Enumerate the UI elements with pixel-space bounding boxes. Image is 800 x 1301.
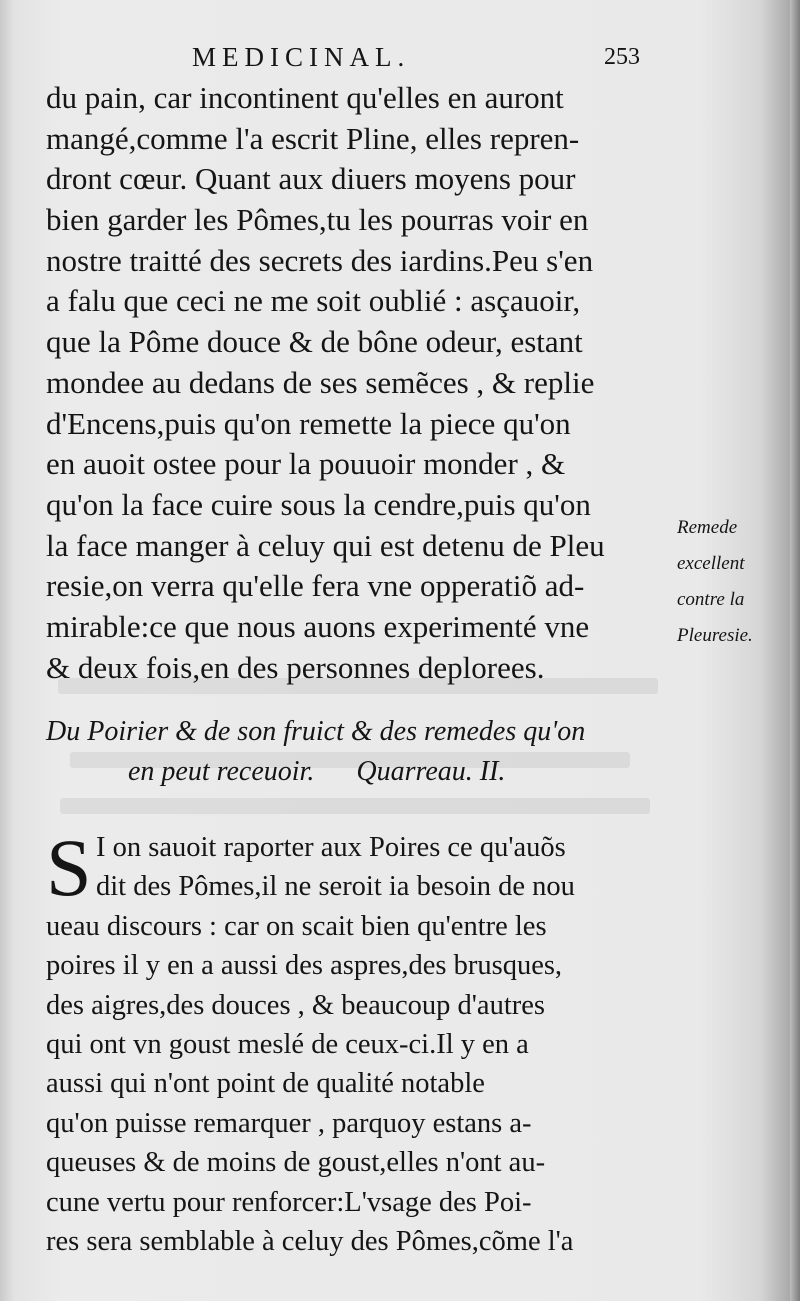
text-line: mangé,comme l'a escrit Pline, elles repren- [46, 120, 580, 156]
section-label: Quarreau. II. [356, 756, 506, 787]
text-line: & deux fois,en des personnes deplorees. [46, 649, 545, 685]
page-header [0, 38, 790, 78]
text-line: I on sauoit raporter aux Poires ce qu'auõs [96, 832, 566, 863]
text-line: aussi qui n'ont point de qualité notable [46, 1068, 485, 1100]
margin-note-line: contre la [677, 589, 745, 610]
text-line: que la Pôme douce & de bône odeur, estant [46, 324, 583, 360]
paragraph-one [46, 78, 666, 688]
text-line: d'Encens,puis qu'on remette la piece qu'on [46, 405, 571, 441]
text-line: mondee au dedans de ses semẽces , & replie [46, 364, 595, 400]
paragraph-two [46, 822, 686, 1261]
text-line: queuses & de moins de goust,elles n'ont au- [46, 1147, 546, 1179]
text-line: qu'on la face cuire sous la cendre,puis qu'on [46, 486, 591, 522]
text-line: qu'on puisse remarquer , parquoy estans a- [46, 1107, 532, 1139]
drop-cap: S [46, 822, 92, 913]
text-line: du pain, car incontinent qu'elles en auront [46, 80, 564, 115]
text-line: dront cœur. Quant aux diuers moyens pour [46, 161, 576, 197]
text-line: dit des Pômes,il ne seroit ia besoin de nou [96, 871, 575, 903]
margin-note-line: Pleuresie. [677, 625, 753, 646]
heading-line-text: en peut receuoir. [128, 756, 315, 787]
page-edge [790, 0, 800, 1301]
text-line: a falu que ceci ne me soit oublié : asçauoir, [46, 283, 581, 319]
margin-note [677, 510, 787, 654]
text-line: cune vertu pour renforcer:L'vsage des Poi- [46, 1186, 532, 1218]
margin-note-line: Remede [677, 517, 738, 538]
page-number: 253 [604, 44, 640, 70]
text-line: bien garder les Pômes,tu les pourras voir en [46, 202, 589, 238]
section-heading [46, 712, 686, 792]
text-line: res sera semblable à celuy des Pômes,cõme l'a [46, 1225, 574, 1257]
text-line: nostre traitté des secrets des iardins.Peu s'en [46, 242, 594, 278]
margin-note-line: excellent [677, 553, 745, 574]
heading-line [46, 752, 686, 792]
text-line: qui ont vn goust meslé de ceux-ci.Il y en a [46, 1028, 529, 1060]
running-title: MEDICINAL. [192, 42, 411, 72]
text-line: ueau discours : car on scait bien qu'entre les [46, 910, 547, 942]
text-line: la face manger à celuy qui est detenu de Pleu [46, 527, 605, 563]
text-line: resie,on verra qu'elle fera vne opperatiõ ad- [46, 568, 585, 604]
text-line: mirable:ce que nous auons experimenté vne [46, 608, 590, 644]
text-line: en auoit ostee pour la pouuoir monder , & [46, 446, 566, 482]
text-line: des aigres,des douces , & beaucoup d'autres [46, 989, 545, 1021]
heading-line: Du Poirier & de son fruict & des remedes qu'on [46, 716, 586, 747]
text-line: poires il y en a aussi des aspres,des brusques, [46, 950, 563, 982]
